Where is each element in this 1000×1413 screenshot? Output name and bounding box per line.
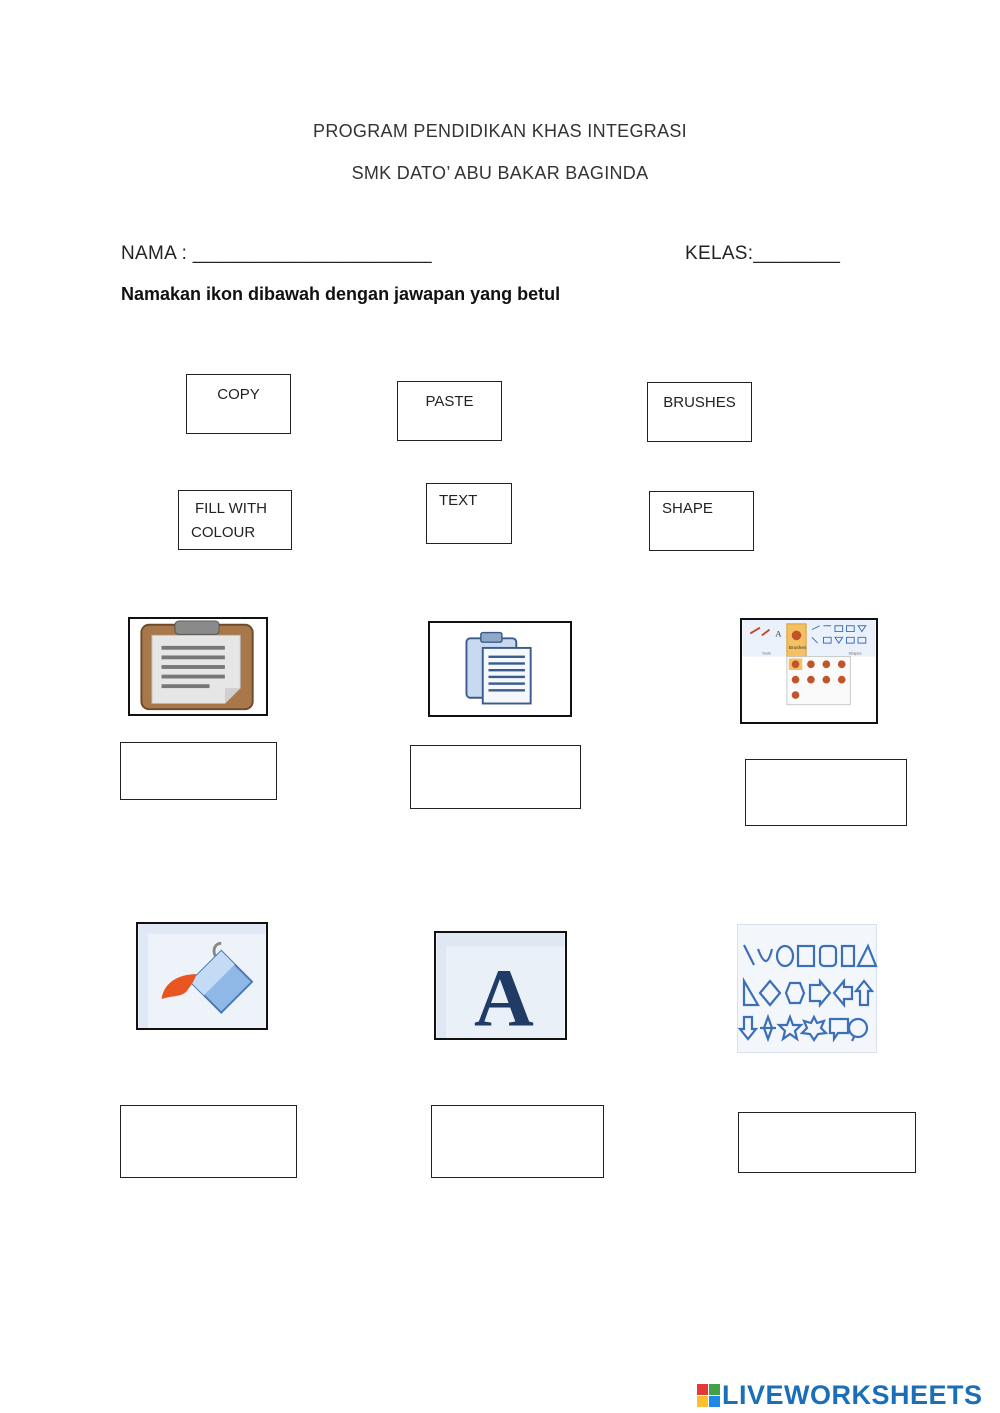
logo-mark-icon [697,1384,720,1407]
text-a-letter: A [473,951,534,1038]
brushes-shapes-label: Shapes [848,651,862,656]
word-fill-label-1: FILL WITH [195,500,267,517]
word-shape[interactable] [649,491,754,551]
liveworksheets-logo [697,1378,997,1412]
answer-box-clipboard[interactable] [120,742,277,800]
answer-box-paste[interactable] [410,745,581,809]
word-text-label: TEXT [439,492,478,509]
word-copy[interactable] [186,374,291,434]
name-field[interactable]: NAMA : ______________________ [121,243,432,264]
fill-bucket-graphic [138,924,266,1028]
answer-box-shape[interactable] [738,1112,916,1173]
shapes-gallery-icon [737,924,877,1053]
clipboard-graphic [130,619,266,714]
shapes-graphic [738,925,878,1054]
word-text[interactable] [426,483,512,544]
brushes-graphic [742,620,876,722]
word-brushes-label: BRUSHES [663,394,736,411]
word-brushes[interactable] [647,382,752,442]
paste-graphic [430,623,570,715]
word-paste[interactable] [397,381,502,441]
answer-box-brushes[interactable] [745,759,907,826]
word-fill-label-2: COLOUR [191,524,256,541]
instruction-text: Namakan ikon dibawah dengan jawapan yang betul [121,284,561,304]
clipboard-icon [128,617,268,716]
header-school: SMK DATO’ ABU BAKAR BAGINDA [351,163,649,183]
answer-box-fill[interactable] [120,1105,297,1178]
word-fill-with-colour[interactable] [178,490,292,550]
word-paste-label: PASTE [425,393,474,410]
text-a-graphic [436,933,565,1038]
word-copy-label: COPY [217,386,260,403]
fill-bucket-icon [136,922,268,1030]
paste-documents-icon [428,621,572,717]
class-field[interactable]: KELAS:________ [685,243,841,264]
logo-text: LIVEWORKSHEETS [722,1379,983,1410]
svg-text:A: A [775,628,782,639]
brushes-menu-label: Brushes [788,645,807,651]
brushes-menu-icon [740,618,878,724]
text-a-icon [434,931,567,1040]
header-title: PROGRAM PENDIDIKAN KHAS INTEGRASI [313,121,687,141]
brushes-tools-label: Tools [761,651,771,656]
answer-box-text[interactable] [431,1105,604,1178]
word-shape-label: SHAPE [662,500,713,517]
